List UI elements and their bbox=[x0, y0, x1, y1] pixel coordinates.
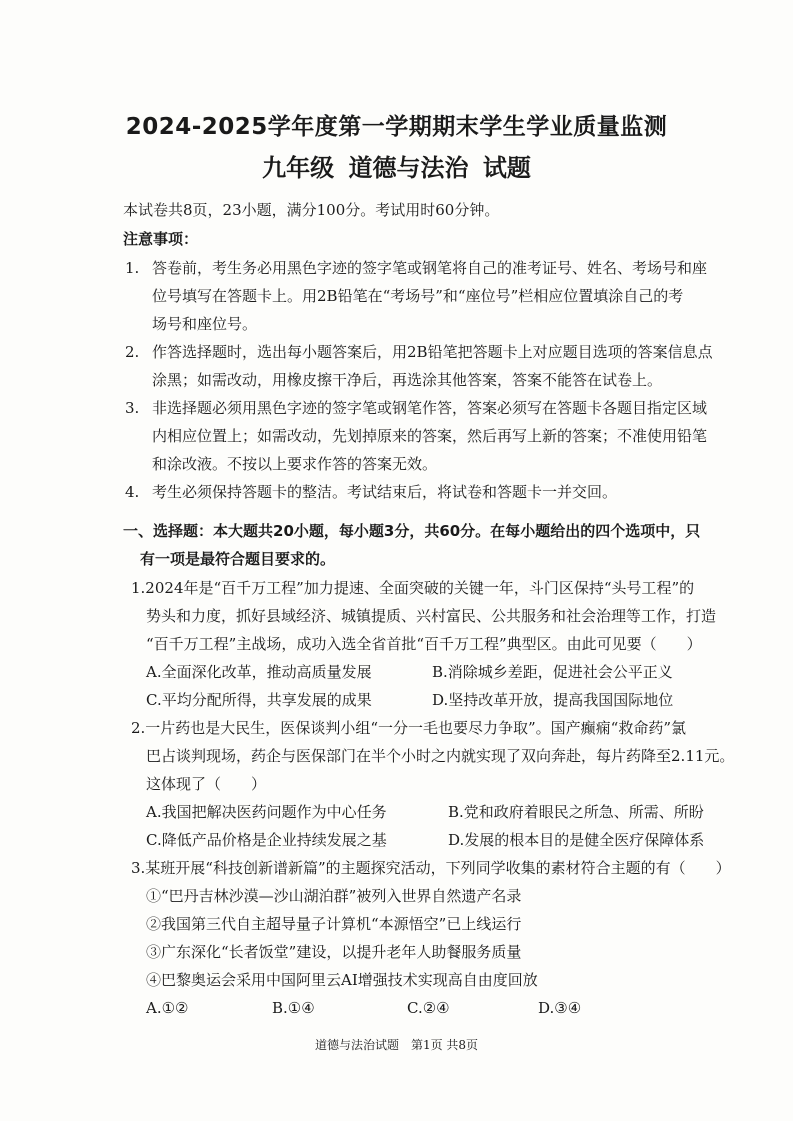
answer-option: D.③④ bbox=[538, 999, 582, 1017]
answer-option: A.我国把解决医药问题作为中心任务 bbox=[146, 803, 387, 821]
statement-item: ①“巴丹吉林沙漠—沙山湖泊群”被列入世界自然遗产名录 bbox=[146, 887, 522, 905]
exam-title: 2024-2025学年度第一学期期末学生学业质量监测 bbox=[125, 114, 668, 140]
answer-option: C.平均分配所得，共享发展的成果 bbox=[146, 691, 372, 709]
note-number: 4. bbox=[125, 483, 140, 501]
answer-option: C.②④ bbox=[407, 999, 450, 1017]
note-line: 和涂改液。不按以上要求作答的答案无效。 bbox=[152, 455, 438, 473]
note-line: 场号和座位号。 bbox=[152, 315, 258, 333]
note-number: 1. bbox=[125, 259, 140, 277]
question-stem: 3.某班开展“科技创新谱新篇”的主题探究活动，下列同学收集的素材符合主题的有（ ） bbox=[131, 859, 731, 877]
question-stem: “百千万工程”主战场，成功入选全省首批“百千万工程”典型区。由此可见要（ ） bbox=[146, 635, 702, 653]
intro-text: 本试卷共8页，23小题，满分100分。考试用时60分钟。 bbox=[123, 201, 500, 219]
note-number: 2. bbox=[125, 343, 140, 361]
question-stem: 巴占谈判现场，药企与医保部门在半个小时之内就实现了双向奔赴，每片药降至2.11元。 bbox=[146, 747, 735, 765]
section-heading: 一、选择题：本大题共20小题，每小题3分，共60分。在每小题给出的四个选项中，只 bbox=[123, 522, 701, 540]
exam-subtitle: 九年级 道德与法治 试题 bbox=[262, 154, 531, 182]
question-stem: 1.2024年是“百千万工程”加力提速、全面突破的关键一年，斗门区保持“头号工程”的 bbox=[131, 579, 695, 597]
statement-item: ②我国第三代自主超导量子计算机“本源悟空”已上线运行 bbox=[146, 915, 522, 933]
answer-option: D.发展的根本目的是健全医疗保障体系 bbox=[448, 831, 705, 849]
answer-option: A.全面深化改革，推动高质量发展 bbox=[146, 663, 372, 681]
note-line: 答卷前，考生务必用黑色字迹的签字笔或钢笔将自己的准考证号、姓名、考场号和座 bbox=[152, 259, 708, 277]
answer-option: D.坚持改革开放，提高我国国际地位 bbox=[432, 691, 674, 709]
answer-option: B.党和政府着眼民之所急、所需、所盼 bbox=[448, 803, 704, 821]
statement-item: ③广东深化“长者饭堂”建设，以提升老年人助餐服务质量 bbox=[146, 943, 522, 961]
note-number: 3. bbox=[125, 399, 140, 417]
statement-item: ④巴黎奥运会采用中国阿里云AI增强技术实现高自由度回放 bbox=[146, 971, 538, 989]
answer-option: A.①② bbox=[146, 999, 189, 1017]
page-footer: 道德与法治试题 第1页 共8页 bbox=[314, 1038, 479, 1052]
answer-option: B.①④ bbox=[272, 999, 315, 1017]
section-heading: 有一项是最符合题目要求的。 bbox=[140, 550, 336, 568]
answer-option: C.降低产品价格是企业持续发展之基 bbox=[146, 831, 387, 849]
note-line: 内相应位置上；如需改动，先划掉原来的答案，然后再写上新的答案；不准使用铅笔 bbox=[152, 427, 708, 445]
note-line: 考生必须保持答题卡的整洁。考试结束后，将试卷和答题卡一并交回。 bbox=[152, 483, 618, 501]
note-line: 涂黑；如需改动，用橡皮擦干净后，再选涂其他答案，答案不能答在试卷上。 bbox=[152, 371, 663, 389]
question-stem: 势头和力度，抓好县域经济、城镇提质、兴村富民、公共服务和社会治理等工作，打造 bbox=[146, 607, 717, 625]
question-stem: 这体现了（ ） bbox=[146, 775, 267, 793]
note-line: 作答选择题时，选出每小题答案后，用2B铅笔把答题卡上对应题目选项的答案信息点 bbox=[152, 343, 713, 361]
answer-option: B.消除城乡差距，促进社会公平正义 bbox=[432, 663, 673, 681]
note-line: 非选择题必须用黑色字迹的签字笔或钢笔作答，答案必须写在答题卡各题目指定区域 bbox=[152, 399, 708, 417]
note-line: 位号填写在答题卡上。用2B铅笔在“考场号”和“座位号”栏相应位置填涂自己的考 bbox=[152, 287, 684, 305]
question-stem: 2.一片药也是大民生，医保谈判小组“一分一毛也要尽力争取”。国产癫痫“救命药”氯 bbox=[131, 719, 686, 737]
notes-heading: 注意事项： bbox=[123, 230, 199, 248]
